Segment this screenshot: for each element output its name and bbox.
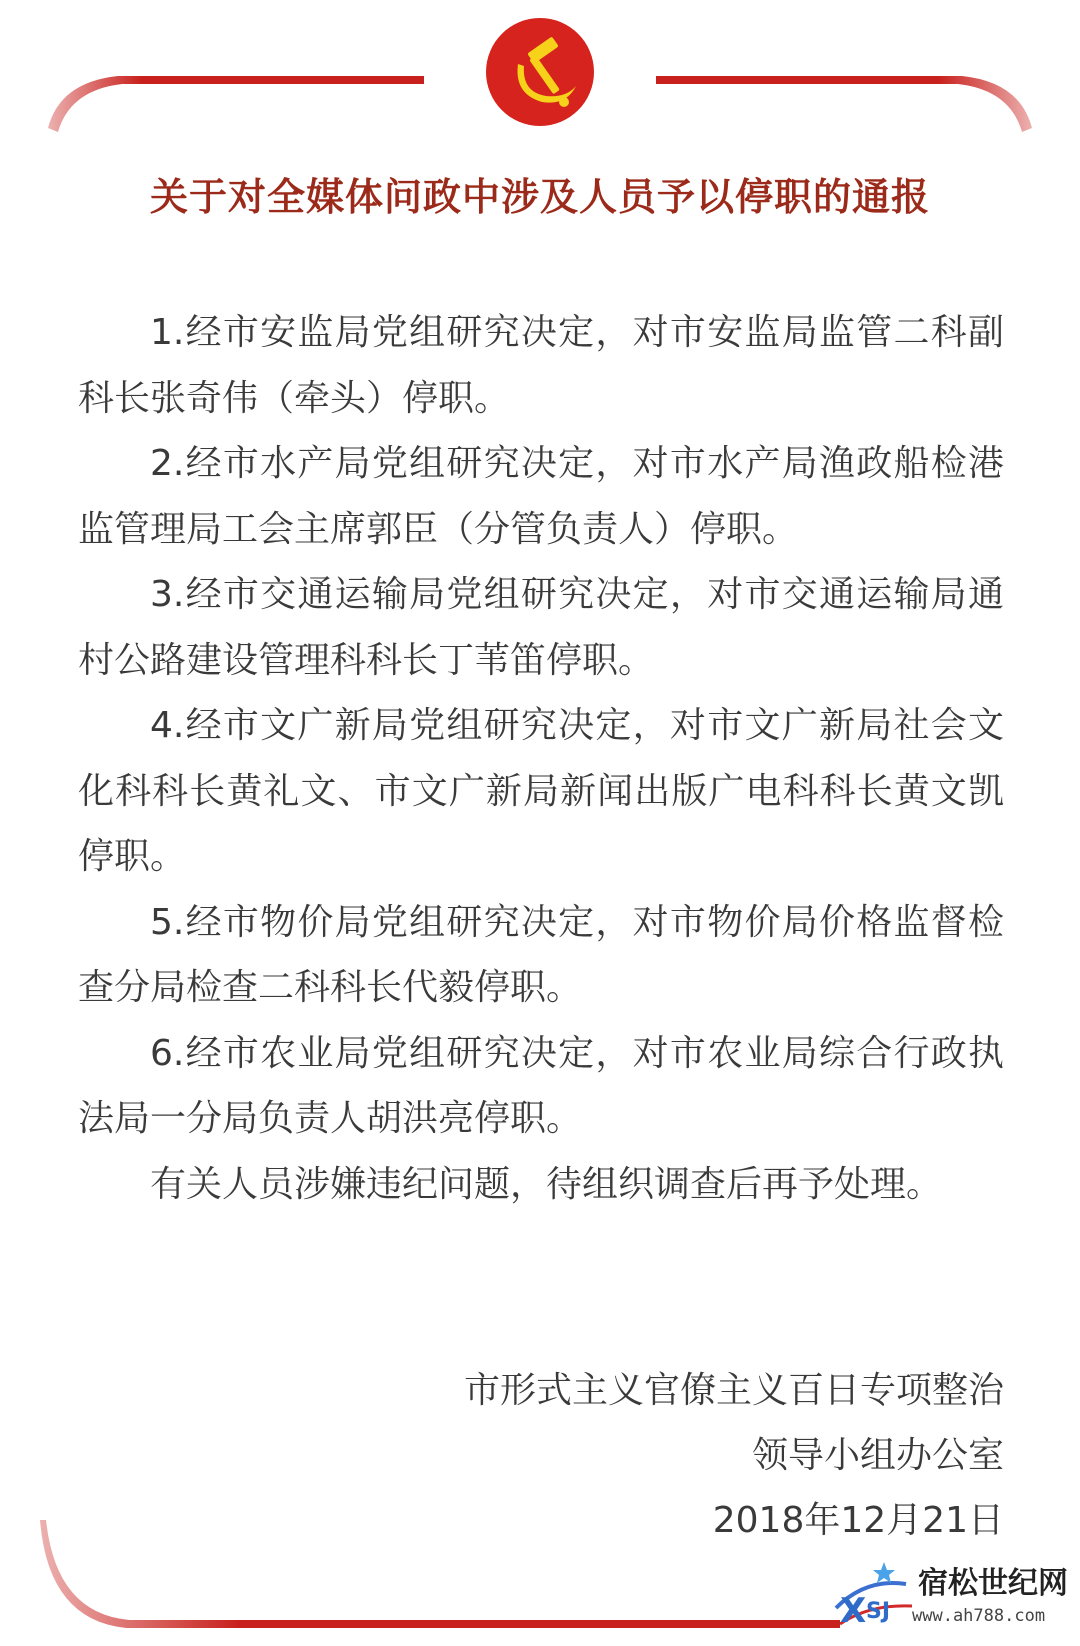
issuer-line-2: 领导小组办公室 — [751, 1435, 1004, 1476]
site-url: www.ah788.com — [912, 1606, 1046, 1626]
notice-title: 关于对全媒体问政中涉及人员予以停职的通报 — [149, 175, 930, 219]
issuer-line-1: 市形式主义官僚主义百日专项整治 — [463, 1370, 1004, 1411]
party-emblem-icon — [484, 16, 596, 128]
issue-date: 2018年12月21日 — [712, 1500, 1004, 1541]
svg-text:SJ: SJ — [866, 1599, 891, 1624]
top-left-border — [48, 76, 424, 132]
site-logo-icon — [826, 1548, 916, 1640]
paragraph-3: 3.经市交通运输局党组研究决定，对市交通运输局通村公路建设管理科科长丁苇笛停职。 — [78, 574, 1004, 681]
svg-text:X: X — [840, 1591, 867, 1631]
site-watermark — [826, 1548, 1066, 1640]
site-name: 宿松世纪网 — [918, 1566, 1068, 1601]
paragraph-6: 6.经市农业局党组研究决定，对市农业局综合行政执法局一分局负责人胡洪亮停职。 — [78, 1032, 1004, 1139]
paragraph-closing: 有关人员涉嫌违纪问题，待组织调查后再予处理。 — [150, 1163, 943, 1205]
paragraph-2: 2.经市水产局党组研究决定，对市水产局渔政船检港监管理局工会主席郭臣（分管负责人）停职。 — [78, 443, 1004, 550]
paragraph-1: 1.经市安监局党组研究决定，对市安监局监管二科副科长张奇伟（牵头）停职。 — [78, 312, 1004, 419]
notice-body — [78, 300, 1004, 1217]
paragraph-4: 4.经市文广新局党组研究决定，对市文广新局社会文化科科长黄礼文、市文广新局新闻出版广电科科长黄文凯停职。 — [78, 705, 1004, 877]
paragraph-5: 5.经市物价局党组研究决定，对市物价局价格监督检查分局检查二科科长代毅停职。 — [78, 901, 1004, 1008]
signature-block — [464, 1358, 1004, 1553]
top-right-border — [656, 76, 1032, 132]
